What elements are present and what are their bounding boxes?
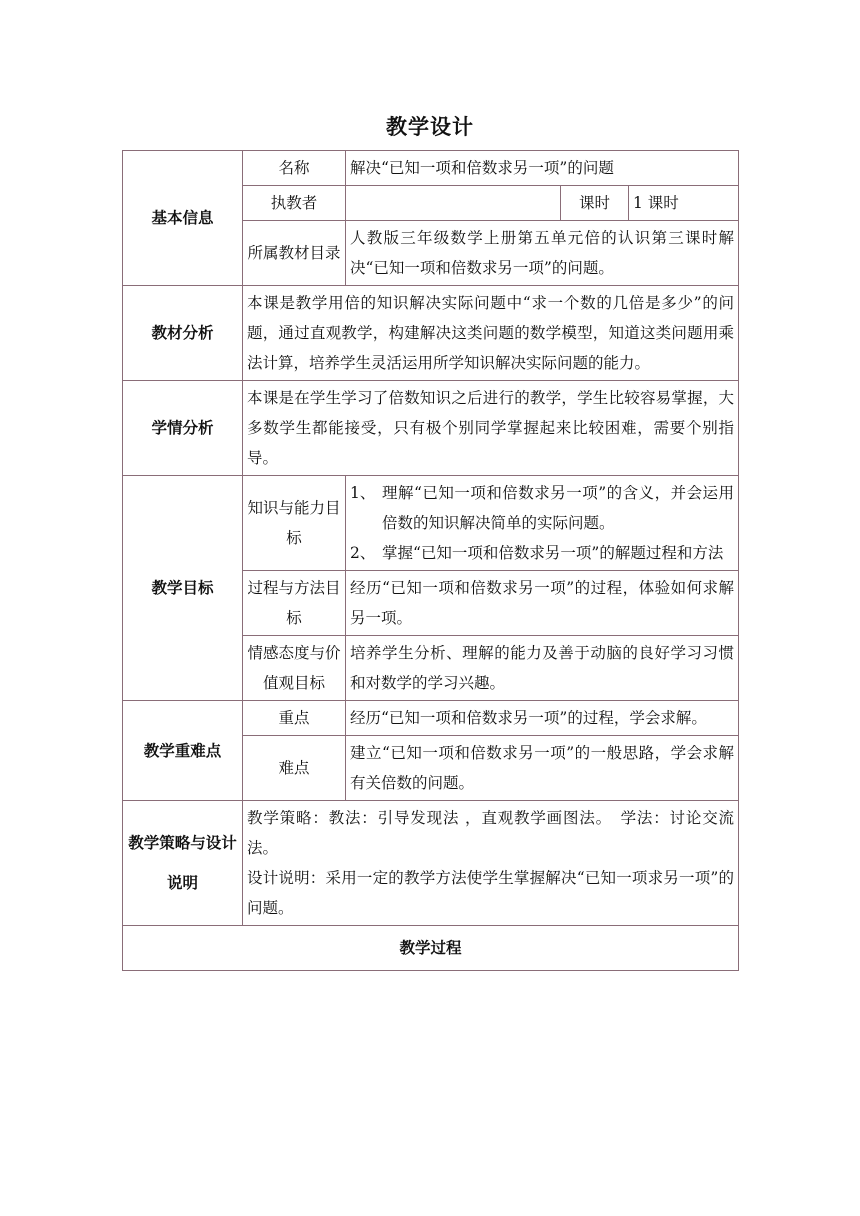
emotion-goal-text: 培养学生分析、理解的能力及善于动脑的良好学习习惯和对数学的学习兴趣。 xyxy=(346,636,739,701)
page-title: 教学设计 xyxy=(386,115,474,139)
row-process-heading xyxy=(123,926,739,971)
knowledge-goal-list xyxy=(346,476,739,571)
row-knowledge-goal xyxy=(123,476,739,571)
teacher-label: 执教者 xyxy=(243,186,346,221)
difficulty-text: 建立“已知一项和倍数求另一项”的一般思路，学会求解有关倍数的问题。 xyxy=(346,736,739,801)
process-goal-text: 经历“已知一项和倍数求另一项”的过程，体验如何求解另一项。 xyxy=(346,571,739,636)
section-student-analysis: 学情分析 xyxy=(123,381,243,476)
list-item xyxy=(350,478,734,538)
strategy-cell xyxy=(243,801,739,926)
section-basic-info: 基本信息 xyxy=(123,151,243,286)
textbook-label: 所属教材目录 xyxy=(243,221,346,286)
name-value: 解决“已知一项和倍数求另一项”的问题 xyxy=(346,151,739,186)
design-text: 设计说明：采用一定的教学方法使学生掌握解决“已知一项求另一项”的问题。 xyxy=(247,869,735,917)
key-point-text: 经历“已知一项和倍数求另一项”的过程，学会求解。 xyxy=(346,701,739,736)
student-analysis-text: 本课是在学生学习了倍数知识之后进行的教学，学生比较容易掌握，大多数学生都能接受，只有极个别同学掌握起来比较困难，需要个别指导。 xyxy=(243,381,739,476)
process-goal-label: 过程与方法目标 xyxy=(243,571,346,636)
period-label: 课时 xyxy=(561,186,629,221)
list-item-text: 理解“已知一项和倍数求另一项”的含义，并会运用倍数的知识解决简单的实际问题。 xyxy=(382,484,735,532)
process-heading: 教学过程 xyxy=(123,926,739,971)
section-key-points: 教学重难点 xyxy=(123,701,243,801)
knowledge-goal-label: 知识与能力目标 xyxy=(243,476,346,571)
lesson-plan-table xyxy=(122,150,739,971)
name-label: 名称 xyxy=(243,151,346,186)
difficulty-label: 难点 xyxy=(243,736,346,801)
teacher-value xyxy=(346,186,561,221)
period-value: 1 课时 xyxy=(629,186,739,221)
section-material-analysis: 教材分析 xyxy=(123,286,243,381)
row-name xyxy=(123,151,739,186)
emotion-goal-label: 情感态度与价值观目标 xyxy=(243,636,346,701)
section-strategy: 教学策略与设计说明 xyxy=(123,801,243,926)
row-material-analysis xyxy=(123,286,739,381)
strategy-text: 教学策略：教法：引导发现法 ，直观教学画图法。 学法：讨论交流法。 xyxy=(247,809,735,857)
list-item-text: 掌握“已知一项和倍数求另一项”的解题过程和方法 xyxy=(382,544,724,562)
material-analysis-text: 本课是教学用倍的知识解决实际问题中“求一个数的几倍是多少”的问题，通过直观教学，构建解决这类问题的数学模型，知道这类问题用乘法计算，培养学生灵活运用所学知识解决实际问题的能力。 xyxy=(243,286,739,381)
key-point-label: 重点 xyxy=(243,701,346,736)
row-key-point xyxy=(123,701,739,736)
list-item-number: 1、 xyxy=(350,484,376,502)
textbook-value: 人教版三年级数学上册第五单元倍的认识第三课时解决“已知一项和倍数求另一项”的问题。 xyxy=(346,221,739,286)
row-student-analysis xyxy=(123,381,739,476)
row-strategy xyxy=(123,801,739,926)
list-item-number: 2、 xyxy=(350,544,376,562)
list-item xyxy=(350,538,734,568)
section-objectives: 教学目标 xyxy=(123,476,243,701)
